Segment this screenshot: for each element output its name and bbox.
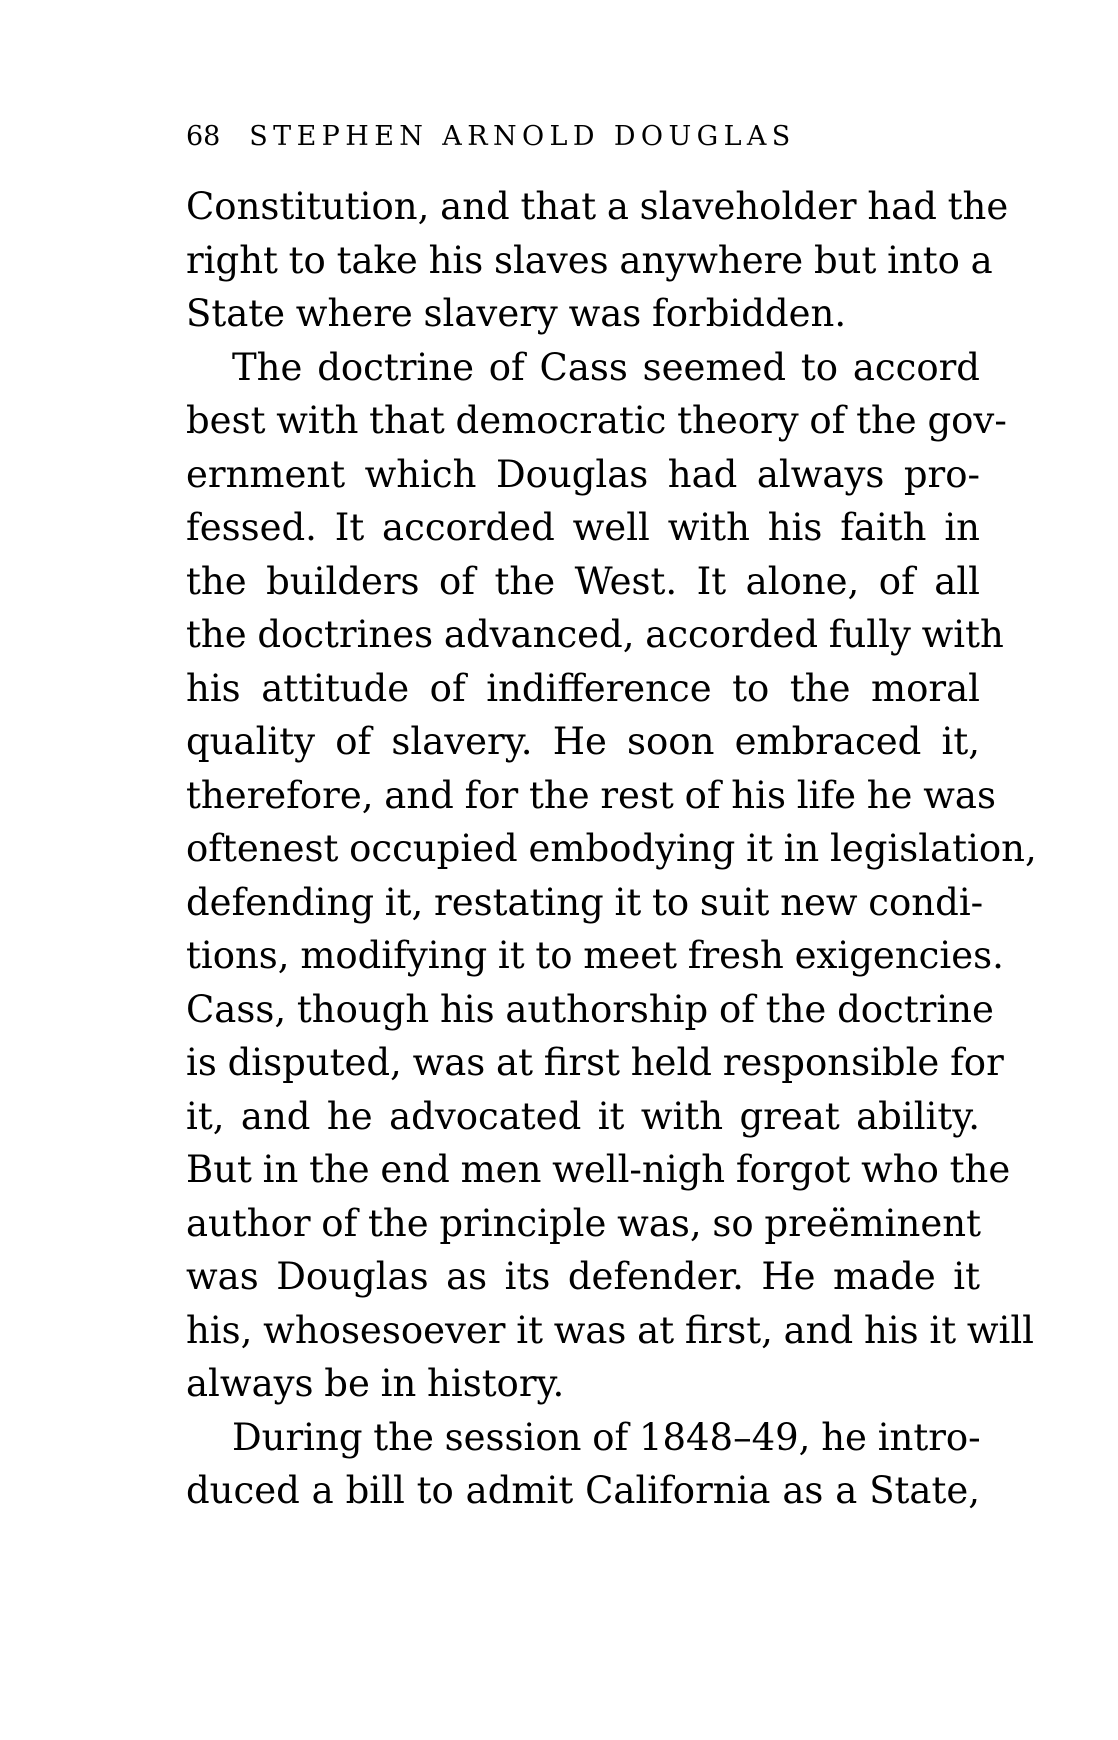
body-text: [186, 180, 1037, 1518]
text-line: right to take his slaves anywhere but into a: [186, 238, 993, 282]
text-line: his attitude of indifference to the moral: [186, 666, 980, 710]
text-line: State where slavery was forbidden.: [186, 292, 847, 335]
text-line: always be in history.: [186, 1362, 565, 1405]
running-title: STEPHEN ARNOLD DOUGLAS: [249, 121, 796, 152]
text-line: quality of slavery. He soon embraced it,: [186, 720, 980, 763]
text-line: tions, modifying it to meet fresh exigencies.: [186, 934, 1004, 977]
paragraph-first-line: During the session of 1848–49, he intro-: [232, 1415, 981, 1459]
text-line: But in the end men well-nigh forgot who the: [186, 1148, 1011, 1191]
text-line: the builders of the West. It alone, of all: [186, 559, 980, 603]
text-line: ernment which Douglas had always pro-: [186, 452, 980, 496]
text-line: his, whosesoever it was at first, and his it will: [186, 1308, 1034, 1352]
text-line: fessed. It accorded well with his faith in: [186, 506, 980, 549]
text-line: Constitution, and that a slaveholder had the: [186, 185, 1009, 228]
text-line: best with that democratic theory of the gov-: [186, 399, 1007, 442]
page-number: 68: [186, 121, 221, 152]
text-line: defending it, restating it to suit new condi-: [186, 880, 984, 924]
text-line: it, and he advocated it with great ability.: [186, 1094, 980, 1138]
text-line: was Douglas as its defender. He made it: [186, 1255, 980, 1298]
paragraph-first-line: The doctrine of Cass seemed to accord: [232, 345, 980, 389]
text-line: is disputed, was at first held responsible for: [186, 1041, 1004, 1084]
text-line: oftenest occupied embodying it in legislation,: [186, 827, 1037, 870]
text-line: author of the principle was, so preëminent: [186, 1201, 981, 1245]
text-line: the doctrines advanced, accorded fully with: [186, 613, 1004, 656]
running-head: [186, 116, 986, 156]
text-line: duced a bill to admit California as a State,: [186, 1469, 980, 1512]
text-line: Cass, though his authorship of the doctrine: [186, 987, 994, 1031]
text-line: therefore, and for the rest of his life he was: [186, 773, 996, 817]
